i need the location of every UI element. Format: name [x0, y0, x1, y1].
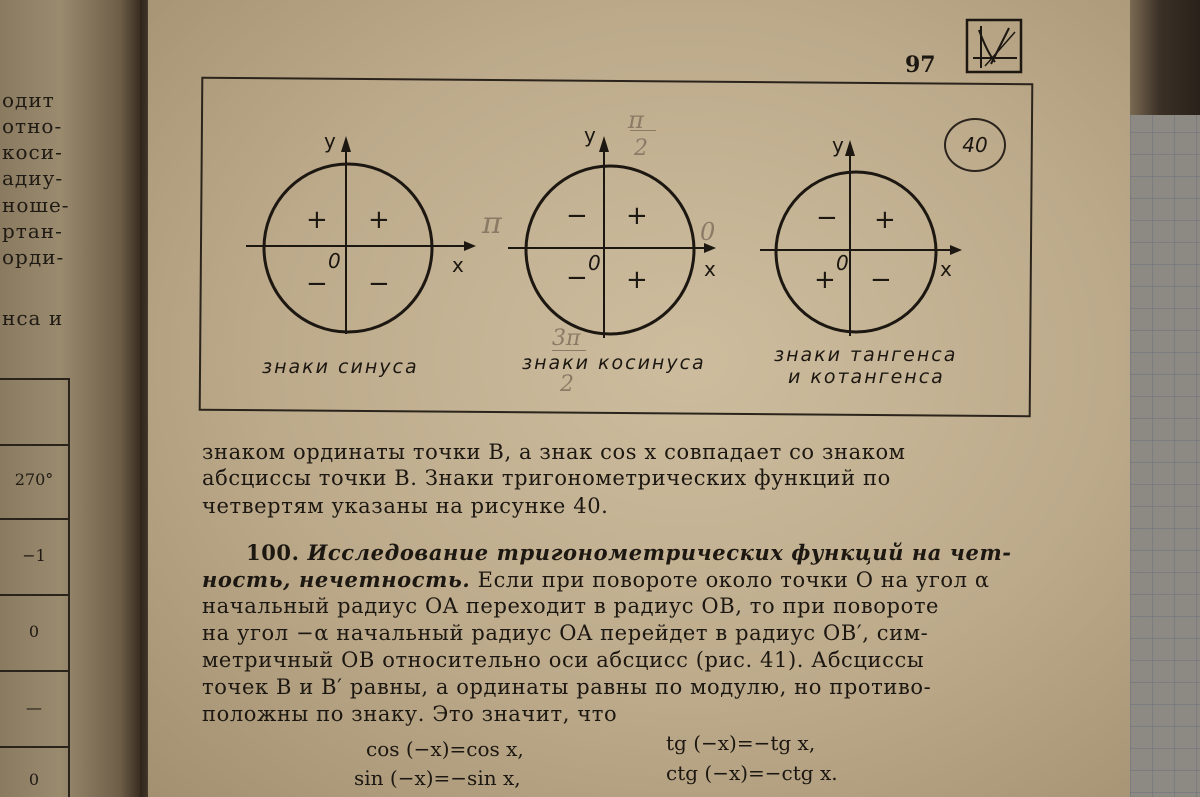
- handwritten-zero: 0: [700, 218, 716, 246]
- x-axis-label: x: [940, 257, 952, 281]
- formula-cos: cos (−x)=cos x,: [366, 737, 524, 761]
- origin-label: 0: [588, 251, 601, 275]
- handwritten-fraction-bar: [552, 350, 586, 351]
- handwritten-pi-left: π: [482, 206, 502, 241]
- formula-ctg: ctg (−x)=−ctg x.: [666, 761, 838, 785]
- handwritten-two: 2: [634, 136, 648, 161]
- section-line: метричный OB относительно оси абсцисс (рис. 41). Абсциссы: [202, 648, 925, 672]
- y-axis-label: y: [324, 129, 336, 153]
- table-cell: —: [26, 698, 42, 717]
- tangent-sign-diagram: [752, 118, 1012, 358]
- sine-sign-diagram: [240, 112, 500, 352]
- left-page-table: [0, 378, 70, 797]
- section-line: положны по знаку. Это значит, что: [202, 702, 618, 726]
- quadrant-1-sign: +: [368, 205, 390, 235]
- y-axis-label: y: [832, 133, 844, 157]
- left-page-line: нса и: [2, 306, 64, 330]
- paragraph-line: абсциссы точки B. Знаки тригонометрических функций по: [202, 466, 891, 490]
- left-page-line: ноше-: [2, 193, 70, 217]
- quadrant-4-sign: +: [626, 265, 648, 295]
- tangent-caption-line2: и котангенса: [788, 366, 945, 388]
- section-title-cont: ность, нечетность.: [202, 567, 471, 592]
- section-number: 100.: [246, 540, 300, 565]
- handwritten-two: 2: [560, 372, 574, 397]
- left-page: [0, 0, 140, 797]
- x-axis-label: x: [704, 257, 716, 281]
- cosine-caption: знаки косинуса: [522, 352, 706, 374]
- quadrant-2-sign: −: [816, 203, 838, 233]
- quadrant-1-sign: +: [626, 201, 648, 231]
- tangent-caption-line1: знаки тангенса: [774, 344, 958, 366]
- y-axis-label: y: [584, 123, 596, 147]
- sine-caption: знаки синуса: [262, 356, 419, 378]
- quadrant-2-sign: +: [306, 205, 328, 235]
- graph-pictogram-icon: [965, 18, 1023, 74]
- quadrant-4-sign: −: [368, 269, 390, 299]
- table-cell: −1: [22, 546, 46, 565]
- paragraph-line: четвертям указаны на рисунке 40.: [202, 494, 609, 518]
- left-page-line: коси-: [2, 140, 63, 164]
- section-line: начальный радиус OA переходит в радиус OB, то при повороте: [202, 594, 940, 618]
- quadrant-1-sign: +: [874, 205, 896, 235]
- paragraph-line: знаком ординаты точки B, а знак cos x совпадает со знаком: [202, 440, 906, 464]
- section-title: Исследование тригонометрических функций на чет-: [307, 540, 1012, 565]
- table-cell: 270°: [14, 470, 54, 489]
- section-heading: [246, 540, 1012, 565]
- quadrant-4-sign: −: [870, 265, 892, 295]
- origin-label: 0: [328, 249, 341, 273]
- handwritten-three-pi: 3π: [552, 326, 581, 351]
- x-axis-label: x: [452, 253, 464, 277]
- left-page-line: орди-: [2, 245, 65, 269]
- formula-tg: tg (−x)=−tg x,: [666, 731, 816, 755]
- figure-number: 40: [944, 118, 1006, 172]
- quadrant-3-sign: −: [306, 269, 328, 299]
- quadrant-3-sign: −: [566, 263, 588, 293]
- table-cell: 0: [28, 770, 40, 789]
- left-page-line: ртан-: [2, 219, 63, 243]
- handwritten-fraction-bar: [630, 130, 656, 131]
- graph-paper: [1130, 115, 1200, 797]
- section-line: на угол −α начальный радиус OA перейдет в радиус OB′, сим-: [202, 621, 929, 645]
- table-cell: 0: [28, 622, 40, 641]
- left-page-line: отно-: [2, 114, 63, 138]
- section-line: точек B и B′ равны, а ординаты равны по модулю, но противо-: [202, 675, 932, 699]
- quadrant-2-sign: −: [566, 201, 588, 231]
- page-number: 97: [905, 52, 936, 78]
- section-line: [202, 567, 990, 592]
- left-page-line: адиу-: [2, 166, 64, 190]
- cosine-sign-diagram: [498, 112, 758, 352]
- handwritten-pi: π: [628, 106, 644, 134]
- origin-label: 0: [836, 251, 849, 275]
- section-text: Если при повороте около точки O на угол α: [477, 568, 990, 592]
- formula-sin: sin (−x)=−sin x,: [354, 766, 521, 790]
- left-page-line: одит: [2, 88, 55, 112]
- quadrant-3-sign: +: [814, 265, 836, 295]
